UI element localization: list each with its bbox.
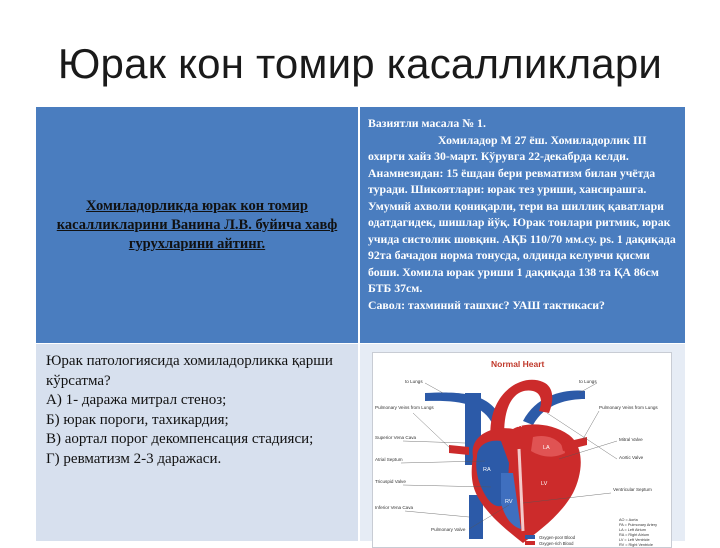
label-to-lungs-left: to Lungs (405, 379, 423, 384)
legend-blue-label: Oxygen-poor Blood (539, 535, 576, 540)
case-cell (360, 107, 685, 343)
diagram-title: Normal Heart (491, 359, 545, 369)
diagram-cell (360, 344, 685, 547)
quiz-option: Б) юрак пороги, тахикардия; (46, 411, 229, 428)
legend-key (619, 518, 657, 547)
label-superior-vena-cava: Superior Vena Cava (375, 435, 417, 440)
label-mitral-valve: Mitral Valve (619, 437, 643, 442)
chamber-rv: RV (505, 499, 513, 505)
label-tricuspid-valve: Tricuspid Valve (375, 479, 406, 484)
content-table (36, 106, 685, 547)
label-to-lungs-right: to Lungs (579, 379, 597, 384)
quiz-option: В) аортал порог декомпенсация стадияси; (46, 431, 314, 447)
case-body-text: Хомиладор М 27 ёш. Хомиладорлик III охирги хайз 30-март. Кўрувга 22-декабрда келди. Анамнезидан: 15 ёшдан бери ревматизм билан учётда туради. Шикоятлари: юрак тез уриши, хансирашга. Умумий ахволи қониқарли, тери ва шиллиқ қаватлари одатдагидек, шишлар йўқ. Юрак тонлари ритмик, юрак учида систолик шовқин. АҚБ 110/70 мм.су. ps. 1 дақиқада 92та бачадон норма тонусда, олдинда келувчи қисми боши. Хомила юрак уриши 1 дақиқада 138 та ҚА 86см БТБ 37см. (368, 132, 676, 295)
quiz-option: Г) ревматизм 2-3 даражаси. (46, 450, 222, 467)
legend-key-item: PA = Pulmonary Artery (619, 523, 658, 527)
legend-key-item: RA = Right Atrium (619, 533, 650, 537)
quiz-option: А) 1- даража митрал стеноз; (46, 392, 227, 408)
legend-key-item: LV = Left Ventricle (619, 538, 650, 542)
legend-key-item: LA = Left Atrium (619, 528, 646, 532)
case-question: Савол: тахминий ташхис? УАШ тактикаси? (368, 297, 605, 312)
chamber-la: LA (543, 445, 550, 451)
legend-key-item: RV = Right Ventricle (619, 543, 654, 547)
legend-key-item: AO = Aorta (619, 518, 638, 522)
label-ventricular-septum: Ventricular Septum (613, 487, 652, 492)
question-text: Хомиладорликда юрак кон томир касалликларини Ванина Л.В. буйича хавф гурухларини айтинг. (56, 197, 338, 252)
heart-diagram (372, 352, 672, 548)
case-body (368, 133, 676, 296)
case-heading: Вазиятли масала № 1. (368, 116, 486, 130)
heart-svg (373, 353, 671, 547)
chamber-ra: RA (483, 467, 491, 473)
label-inferior-vena-cava: Inferior Vena Cava (375, 505, 414, 510)
chamber-ao: AO (523, 399, 531, 405)
label-pulmonary-valve: Pulmonary Valve (431, 527, 466, 532)
legend-blue-swatch (525, 535, 535, 539)
pulmonary-artery-right-shape (523, 391, 585, 425)
legend-red-label: Oxygen-rich Blood (539, 541, 574, 546)
case-text (368, 115, 679, 313)
chamber-lv: LV (541, 481, 548, 487)
label-atrial-septum: Atrial Septum (375, 457, 403, 462)
chamber-pa: PA (515, 423, 522, 429)
question-cell (36, 107, 359, 343)
pulmonary-artery-left-shape (425, 392, 503, 425)
label-aortic-valve: Aortic Valve (619, 455, 644, 460)
quiz-intro: Юрак патологиясида хомиладорликка қарши кўрсатма? (46, 353, 333, 389)
label-pulmonary-veins-right: Pulmonary Veins from Lungs (599, 405, 658, 410)
quiz-cell (36, 344, 359, 541)
label-pulmonary-veins-left: Pulmonary Veins from Lungs (375, 405, 434, 410)
legend-red-swatch (525, 541, 535, 545)
slide-title: Юрак кон томир касалликлари (57, 40, 663, 87)
